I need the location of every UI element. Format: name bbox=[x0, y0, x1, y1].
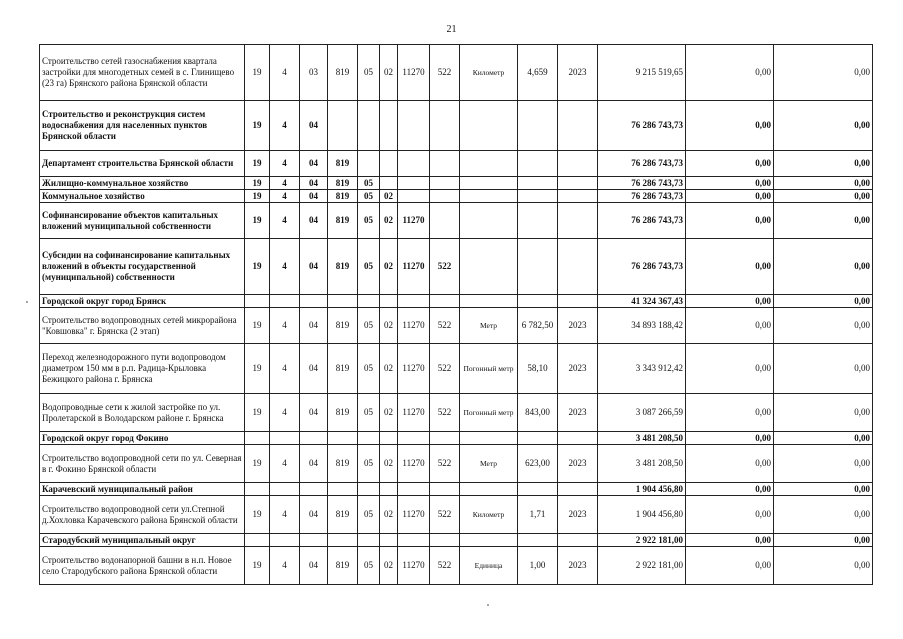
cell-code-om: 04 bbox=[300, 151, 328, 177]
cell-code-grbs: 819 bbox=[328, 151, 358, 177]
cell-year bbox=[558, 239, 598, 295]
cell-code-csr bbox=[398, 177, 430, 190]
cell-amount-2024: 0,00 bbox=[686, 151, 774, 177]
table-row bbox=[40, 496, 873, 534]
cell-amount-2024: 0,00 bbox=[686, 534, 774, 547]
table-row bbox=[40, 547, 873, 585]
cell-year bbox=[558, 190, 598, 203]
cell-code-vr bbox=[430, 177, 460, 190]
cell-code-pr: 02 bbox=[380, 190, 398, 203]
cell-amount-2023: 1 904 456,80 bbox=[598, 483, 686, 496]
cell-code-vr bbox=[430, 534, 460, 547]
cell-row-name: Строительство водопроводной сети по ул. Северная в г. Фокино Брянской области bbox=[40, 445, 245, 483]
cell-code-pr: 02 bbox=[380, 45, 398, 101]
cell-code-gp: 19 bbox=[245, 190, 270, 203]
cell-code-om: 04 bbox=[300, 101, 328, 151]
cell-code-grbs bbox=[328, 101, 358, 151]
table-row bbox=[40, 445, 873, 483]
cell-code-om: 04 bbox=[300, 239, 328, 295]
table-row bbox=[40, 344, 873, 394]
cell-row-name: Строительство и реконструкция систем водоснабжения для населенных пунктов Брянской области bbox=[40, 101, 245, 151]
cell-amount-2024: 0,00 bbox=[686, 432, 774, 445]
cell-code-grbs bbox=[328, 295, 358, 308]
cell-unit-of-measure: Километр bbox=[460, 496, 518, 534]
cell-code-csr: 11270 bbox=[398, 547, 430, 585]
cell-code-vr bbox=[430, 295, 460, 308]
cell-code-rz: 05 bbox=[358, 394, 380, 432]
cell-code-pgp: 4 bbox=[270, 239, 300, 295]
cell-code-csr: 11270 bbox=[398, 445, 430, 483]
cell-amount-2025: 0,00 bbox=[774, 101, 873, 151]
cell-unit-of-measure: Погонный метр bbox=[460, 344, 518, 394]
table-row-group bbox=[40, 239, 873, 295]
cell-amount-2023: 76 286 743,73 bbox=[598, 190, 686, 203]
cell-code-vr bbox=[430, 203, 460, 239]
cell-code-gp bbox=[245, 432, 270, 445]
cell-code-csr: 11270 bbox=[398, 344, 430, 394]
cell-unit-of-measure: Метр bbox=[460, 445, 518, 483]
cell-amount-2025: 0,00 bbox=[774, 295, 873, 308]
cell-year bbox=[558, 101, 598, 151]
cell-unit-of-measure bbox=[460, 203, 518, 239]
cell-code-pr bbox=[380, 483, 398, 496]
cell-year: 2023 bbox=[558, 496, 598, 534]
cell-code-pgp bbox=[270, 432, 300, 445]
cell-amount-2024: 0,00 bbox=[686, 344, 774, 394]
cell-year bbox=[558, 295, 598, 308]
cell-code-om: 04 bbox=[300, 344, 328, 394]
cell-code-pgp: 4 bbox=[270, 547, 300, 585]
cell-code-grbs bbox=[328, 432, 358, 445]
cell-code-grbs: 819 bbox=[328, 344, 358, 394]
cell-code-pgp: 4 bbox=[270, 344, 300, 394]
cell-code-pr bbox=[380, 151, 398, 177]
cell-code-rz bbox=[358, 151, 380, 177]
cell-code-grbs: 819 bbox=[328, 190, 358, 203]
cell-code-gp: 19 bbox=[245, 151, 270, 177]
cell-code-csr bbox=[398, 432, 430, 445]
table-row-group bbox=[40, 483, 873, 496]
cell-code-gp: 19 bbox=[245, 45, 270, 101]
cell-code-gp: 19 bbox=[245, 239, 270, 295]
cell-code-vr: 522 bbox=[430, 496, 460, 534]
cell-code-om: 04 bbox=[300, 308, 328, 344]
cell-amount-2024: 0,00 bbox=[686, 308, 774, 344]
cell-code-csr: 11270 bbox=[398, 308, 430, 344]
cell-year bbox=[558, 432, 598, 445]
table-row-group bbox=[40, 295, 873, 308]
cell-code-rz: 05 bbox=[358, 239, 380, 295]
cell-capacity: 623,00 bbox=[518, 445, 558, 483]
cell-code-csr bbox=[398, 190, 430, 203]
cell-unit-of-measure bbox=[460, 190, 518, 203]
cell-code-vr bbox=[430, 432, 460, 445]
cell-code-pr: 02 bbox=[380, 496, 398, 534]
cell-amount-2023: 76 286 743,73 bbox=[598, 151, 686, 177]
cell-code-pr: 02 bbox=[380, 344, 398, 394]
cell-code-rz: 05 bbox=[358, 445, 380, 483]
cell-code-pgp: 4 bbox=[270, 445, 300, 483]
cell-year: 2023 bbox=[558, 45, 598, 101]
cell-code-grbs: 819 bbox=[328, 547, 358, 585]
cell-code-gp: 19 bbox=[245, 445, 270, 483]
cell-capacity: 4,659 bbox=[518, 45, 558, 101]
cell-amount-2024: 0,00 bbox=[686, 394, 774, 432]
cell-code-grbs: 819 bbox=[328, 239, 358, 295]
cell-amount-2025: 0,00 bbox=[774, 496, 873, 534]
cell-code-vr: 522 bbox=[430, 445, 460, 483]
cell-row-name: Строительство водонапорной башни в н.п. Новое село Стародубского района Брянской области bbox=[40, 547, 245, 585]
cell-capacity: 58,10 bbox=[518, 344, 558, 394]
cell-year: 2023 bbox=[558, 308, 598, 344]
cell-year: 2023 bbox=[558, 344, 598, 394]
cell-amount-2023: 34 893 188,42 bbox=[598, 308, 686, 344]
cell-row-name: Строительство водопроводных сетей микрорайона "Ковшовка" г. Брянска (2 этап) bbox=[40, 308, 245, 344]
table-row bbox=[40, 394, 873, 432]
cell-code-pgp: 4 bbox=[270, 496, 300, 534]
cell-year bbox=[558, 534, 598, 547]
cell-row-name: Водопроводные сети к жилой застройке по ул. Пролетарской в Володарском районе г. Брянска bbox=[40, 394, 245, 432]
cell-amount-2025: 0,00 bbox=[774, 534, 873, 547]
cell-code-vr: 522 bbox=[430, 45, 460, 101]
cell-capacity bbox=[518, 432, 558, 445]
cell-year bbox=[558, 177, 598, 190]
cell-code-pgp: 4 bbox=[270, 45, 300, 101]
cell-row-name: Коммунальное хозяйство bbox=[40, 190, 245, 203]
cell-code-rz: 05 bbox=[358, 496, 380, 534]
cell-code-pgp: 4 bbox=[270, 177, 300, 190]
cell-unit-of-measure bbox=[460, 101, 518, 151]
cell-year bbox=[558, 151, 598, 177]
cell-code-vr bbox=[430, 151, 460, 177]
cell-code-grbs: 819 bbox=[328, 177, 358, 190]
table-row-group bbox=[40, 101, 873, 151]
cell-code-vr: 522 bbox=[430, 394, 460, 432]
cell-code-gp: 19 bbox=[245, 394, 270, 432]
cell-year: 2023 bbox=[558, 547, 598, 585]
cell-capacity bbox=[518, 483, 558, 496]
cell-row-name: Строительство водопроводной сети ул.Степной д.Хохловка Карачевского района Брянской области bbox=[40, 496, 245, 534]
cell-amount-2023: 76 286 743,73 bbox=[598, 177, 686, 190]
cell-amount-2025: 0,00 bbox=[774, 483, 873, 496]
cell-amount-2023: 1 904 456,80 bbox=[598, 496, 686, 534]
table-row bbox=[40, 45, 873, 101]
cell-amount-2024: 0,00 bbox=[686, 483, 774, 496]
cell-row-name: Городской округ город Брянск bbox=[40, 295, 245, 308]
cell-year: 2023 bbox=[558, 445, 598, 483]
cell-amount-2024: 0,00 bbox=[686, 239, 774, 295]
cell-code-vr: 522 bbox=[430, 344, 460, 394]
cell-row-name: Стародубский муниципальный округ bbox=[40, 534, 245, 547]
cell-code-rz bbox=[358, 295, 380, 308]
cell-code-pr bbox=[380, 432, 398, 445]
table-row-group bbox=[40, 190, 873, 203]
budget-table bbox=[39, 44, 873, 585]
cell-unit-of-measure bbox=[460, 295, 518, 308]
table-row-group bbox=[40, 151, 873, 177]
cell-code-rz bbox=[358, 483, 380, 496]
cell-unit-of-measure: Погонный метр bbox=[460, 394, 518, 432]
cell-code-csr: 11270 bbox=[398, 496, 430, 534]
table-row bbox=[40, 308, 873, 344]
cell-code-rz: 05 bbox=[358, 308, 380, 344]
cell-amount-2024: 0,00 bbox=[686, 295, 774, 308]
cell-amount-2025: 0,00 bbox=[774, 344, 873, 394]
cell-amount-2023: 3 481 208,50 bbox=[598, 445, 686, 483]
cell-code-csr bbox=[398, 101, 430, 151]
cell-capacity bbox=[518, 101, 558, 151]
cell-unit-of-measure: Километр bbox=[460, 45, 518, 101]
cell-capacity: 1,00 bbox=[518, 547, 558, 585]
cell-amount-2023: 76 286 743,73 bbox=[598, 101, 686, 151]
cell-code-vr: 522 bbox=[430, 308, 460, 344]
cell-code-pgp bbox=[270, 483, 300, 496]
cell-amount-2025: 0,00 bbox=[774, 177, 873, 190]
cell-code-grbs: 819 bbox=[328, 203, 358, 239]
cell-unit-of-measure: Единица bbox=[460, 547, 518, 585]
cell-code-pr: 02 bbox=[380, 239, 398, 295]
cell-code-om bbox=[300, 295, 328, 308]
cell-amount-2023: 2 922 181,00 bbox=[598, 534, 686, 547]
cell-amount-2025: 0,00 bbox=[774, 203, 873, 239]
cell-code-vr bbox=[430, 190, 460, 203]
cell-code-pr bbox=[380, 101, 398, 151]
cell-code-gp: 19 bbox=[245, 344, 270, 394]
cell-capacity bbox=[518, 239, 558, 295]
cell-code-om: 04 bbox=[300, 496, 328, 534]
cell-code-rz: 05 bbox=[358, 344, 380, 394]
cell-code-gp bbox=[245, 295, 270, 308]
table-row-group bbox=[40, 534, 873, 547]
cell-amount-2025: 0,00 bbox=[774, 445, 873, 483]
cell-amount-2025: 0,00 bbox=[774, 151, 873, 177]
cell-code-csr: 11270 bbox=[398, 394, 430, 432]
cell-amount-2024: 0,00 bbox=[686, 445, 774, 483]
cell-amount-2024: 0,00 bbox=[686, 190, 774, 203]
cell-code-om: 04 bbox=[300, 203, 328, 239]
cell-code-gp: 19 bbox=[245, 101, 270, 151]
cell-code-pr bbox=[380, 295, 398, 308]
cell-amount-2025: 0,00 bbox=[774, 239, 873, 295]
cell-code-rz: 05 bbox=[358, 203, 380, 239]
cell-amount-2025: 0,00 bbox=[774, 432, 873, 445]
cell-amount-2023: 41 324 367,43 bbox=[598, 295, 686, 308]
cell-code-om: 04 bbox=[300, 177, 328, 190]
cell-code-vr bbox=[430, 483, 460, 496]
cell-code-om: 04 bbox=[300, 547, 328, 585]
cell-code-gp: 19 bbox=[245, 177, 270, 190]
cell-amount-2025: 0,00 bbox=[774, 394, 873, 432]
cell-row-name: Карачевский муниципальный район bbox=[40, 483, 245, 496]
cell-amount-2023: 2 922 181,00 bbox=[598, 547, 686, 585]
cell-code-pr bbox=[380, 177, 398, 190]
page-number: 21 bbox=[446, 24, 457, 35]
cell-code-om: 04 bbox=[300, 445, 328, 483]
cell-capacity bbox=[518, 190, 558, 203]
cell-unit-of-measure bbox=[460, 239, 518, 295]
cell-code-grbs: 819 bbox=[328, 496, 358, 534]
cell-amount-2025: 0,00 bbox=[774, 308, 873, 344]
cell-code-pr: 02 bbox=[380, 203, 398, 239]
cell-capacity bbox=[518, 534, 558, 547]
cell-code-om: 03 bbox=[300, 45, 328, 101]
cell-code-om: 04 bbox=[300, 190, 328, 203]
cell-amount-2023: 76 286 743,73 bbox=[598, 203, 686, 239]
cell-capacity bbox=[518, 295, 558, 308]
cell-code-grbs bbox=[328, 534, 358, 547]
cell-unit-of-measure bbox=[460, 483, 518, 496]
cell-row-name: Городской округ город Фокино bbox=[40, 432, 245, 445]
cell-amount-2024: 0,00 bbox=[686, 177, 774, 190]
cell-row-name: Переход железнодорожного пути водопроводом диаметром 150 мм в р.п. Радица-Крыловка Бежицкого района г. Брянска bbox=[40, 344, 245, 394]
cell-row-name: Жилищно-коммунальное хозяйство bbox=[40, 177, 245, 190]
cell-year bbox=[558, 483, 598, 496]
cell-code-pgp: 4 bbox=[270, 203, 300, 239]
cell-amount-2023: 3 343 912,42 bbox=[598, 344, 686, 394]
cell-amount-2024: 0,00 bbox=[686, 45, 774, 101]
cell-amount-2023: 3 481 208,50 bbox=[598, 432, 686, 445]
cell-amount-2025: 0,00 bbox=[774, 547, 873, 585]
cell-code-rz bbox=[358, 432, 380, 445]
cell-unit-of-measure bbox=[460, 177, 518, 190]
cell-amount-2024: 0,00 bbox=[686, 547, 774, 585]
cell-amount-2024: 0,00 bbox=[686, 101, 774, 151]
cell-code-pgp: 4 bbox=[270, 394, 300, 432]
cell-row-name: Софинансирование объектов капитальных вложений муниципальной собственности bbox=[40, 203, 245, 239]
cell-capacity bbox=[518, 177, 558, 190]
cell-code-gp: 19 bbox=[245, 496, 270, 534]
cell-code-pgp bbox=[270, 534, 300, 547]
cell-amount-2023: 76 286 743,73 bbox=[598, 239, 686, 295]
cell-code-grbs: 819 bbox=[328, 445, 358, 483]
cell-unit-of-measure bbox=[460, 432, 518, 445]
cell-code-pr bbox=[380, 534, 398, 547]
cell-code-vr: 522 bbox=[430, 547, 460, 585]
cell-code-grbs: 819 bbox=[328, 308, 358, 344]
cell-code-om bbox=[300, 432, 328, 445]
cell-amount-2024: 0,00 bbox=[686, 203, 774, 239]
cell-amount-2024: 0,00 bbox=[686, 496, 774, 534]
cell-code-vr: 522 bbox=[430, 239, 460, 295]
cell-row-name: Строительство сетей газоснабжения квартала застройки для многодетных семей в с. Глинищево (23 га) Брянского района Брянской области bbox=[40, 45, 245, 101]
cell-capacity: 6 782,50 bbox=[518, 308, 558, 344]
cell-code-rz: 05 bbox=[358, 45, 380, 101]
cell-capacity bbox=[518, 151, 558, 177]
cell-code-csr: 11270 bbox=[398, 45, 430, 101]
cell-capacity: 843,00 bbox=[518, 394, 558, 432]
cell-code-grbs: 819 bbox=[328, 45, 358, 101]
cell-code-gp bbox=[245, 483, 270, 496]
cell-code-pr: 02 bbox=[380, 308, 398, 344]
scan-speck bbox=[487, 604, 489, 606]
cell-year bbox=[558, 203, 598, 239]
cell-code-gp: 19 bbox=[245, 547, 270, 585]
cell-code-pr: 02 bbox=[380, 445, 398, 483]
cell-code-pgp: 4 bbox=[270, 308, 300, 344]
cell-amount-2025: 0,00 bbox=[774, 45, 873, 101]
cell-amount-2023: 3 087 266,59 bbox=[598, 394, 686, 432]
cell-unit-of-measure bbox=[460, 534, 518, 547]
cell-row-name: Департамент строительства Брянской области bbox=[40, 151, 245, 177]
cell-code-csr bbox=[398, 295, 430, 308]
cell-amount-2023: 9 215 519,65 bbox=[598, 45, 686, 101]
cell-year: 2023 bbox=[558, 394, 598, 432]
cell-code-vr bbox=[430, 101, 460, 151]
cell-code-om: 04 bbox=[300, 394, 328, 432]
cell-code-rz: 05 bbox=[358, 547, 380, 585]
cell-code-pgp: 4 bbox=[270, 151, 300, 177]
cell-code-grbs: 819 bbox=[328, 394, 358, 432]
table-row-group bbox=[40, 177, 873, 190]
cell-code-gp: 19 bbox=[245, 308, 270, 344]
cell-row-name: Субсидии на софинансирование капитальных вложений в объекты государственной (муниципальной) собственности bbox=[40, 239, 245, 295]
cell-code-csr bbox=[398, 151, 430, 177]
cell-code-pgp bbox=[270, 295, 300, 308]
cell-code-csr bbox=[398, 534, 430, 547]
table-body bbox=[40, 45, 873, 585]
cell-code-pgp: 4 bbox=[270, 101, 300, 151]
cell-code-pgp: 4 bbox=[270, 190, 300, 203]
cell-code-om bbox=[300, 483, 328, 496]
cell-code-om bbox=[300, 534, 328, 547]
cell-code-rz: 05 bbox=[358, 190, 380, 203]
cell-code-gp: 19 bbox=[245, 203, 270, 239]
cell-code-gp bbox=[245, 534, 270, 547]
cell-amount-2025: 0,00 bbox=[774, 190, 873, 203]
cell-code-grbs bbox=[328, 483, 358, 496]
cell-code-rz: 05 bbox=[358, 177, 380, 190]
table-row-group bbox=[40, 432, 873, 445]
cell-code-rz bbox=[358, 534, 380, 547]
scan-speck bbox=[26, 301, 28, 303]
cell-code-csr: 11270 bbox=[398, 239, 430, 295]
cell-capacity bbox=[518, 203, 558, 239]
cell-unit-of-measure: Метр bbox=[460, 308, 518, 344]
table-row-group bbox=[40, 203, 873, 239]
cell-capacity: 1,71 bbox=[518, 496, 558, 534]
cell-code-csr bbox=[398, 483, 430, 496]
cell-code-csr: 11270 bbox=[398, 203, 430, 239]
cell-code-rz bbox=[358, 101, 380, 151]
cell-code-pr: 02 bbox=[380, 547, 398, 585]
cell-code-pr: 02 bbox=[380, 394, 398, 432]
cell-unit-of-measure bbox=[460, 151, 518, 177]
